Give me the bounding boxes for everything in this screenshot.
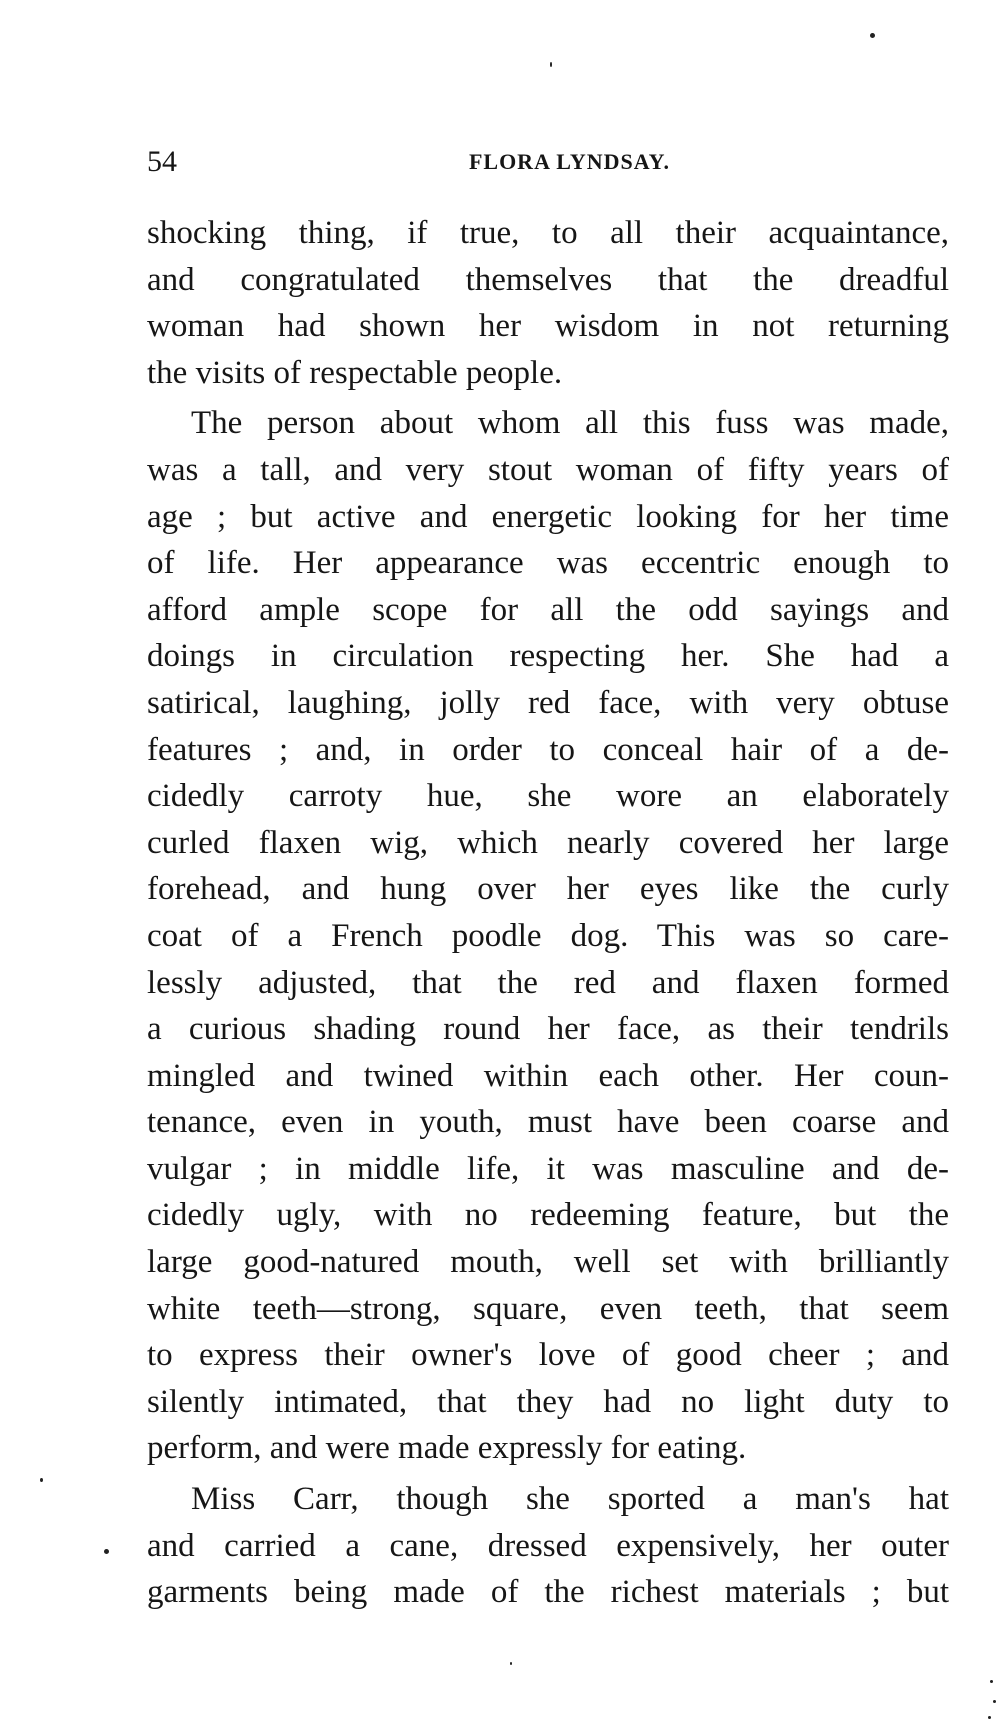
text-line: afford ample scope for all the odd sayings and [147, 591, 949, 628]
text-line: forehead, and hung over her eyes like the curly [147, 871, 949, 908]
text-line: a curious shading round her face, as their tendrils [147, 1011, 949, 1048]
text-line: lessly adjusted, that the red and flaxen formed [147, 964, 949, 1001]
scan-speck [993, 1700, 996, 1703]
page-number: 54 [147, 145, 177, 178]
scan-speck [550, 62, 552, 67]
scan-speck [988, 1716, 991, 1719]
page-header [147, 142, 962, 182]
scan-speck [104, 1549, 109, 1554]
text-line: cidedly carroty hue, she wore an elaborately [147, 778, 949, 815]
text-line: vulgar ; in middle life, it was masculine and de- [147, 1150, 949, 1187]
text-line: woman had shown her wisdom in not returning [147, 308, 949, 345]
paragraph-2 [147, 400, 949, 1472]
text-line: and carried a cane, dressed expensively, her outer [147, 1527, 949, 1564]
text-line: the visits of respectable people. [147, 354, 563, 391]
paragraph-1 [147, 210, 949, 396]
text-line: of life. Her appearance was eccentric enough to [147, 545, 949, 582]
scan-speck [870, 33, 875, 38]
scan-speck [40, 1478, 43, 1482]
text-line: curled flaxen wig, which nearly covered her large [147, 824, 949, 861]
paragraph-3 [147, 1476, 949, 1616]
text-line: perform, and were made expressly for eating. [147, 1430, 747, 1467]
text-line: The person about whom all this fuss was made, [191, 405, 949, 442]
text-line: satirical, laughing, jolly red face, with very obtuse [147, 684, 949, 721]
text-line: mingled and twined within each other. Her coun- [147, 1057, 949, 1094]
text-line: large good-natured mouth, well set with brilliantly [147, 1244, 949, 1281]
body-text [147, 210, 949, 1616]
text-line: to express their owner's love of good cheer ; and [147, 1337, 949, 1374]
text-line: and congratulated themselves that the dreadful [147, 261, 949, 298]
text-line: garments being made of the richest materials ; but [147, 1574, 949, 1611]
text-line: shocking thing, if true, to all their acquaintance, [147, 215, 949, 251]
text-line: silently intimated, that they had no light duty to [147, 1383, 949, 1420]
scan-speck [990, 1680, 993, 1683]
text-line: cidedly ugly, with no redeeming feature, but the [147, 1197, 949, 1234]
text-line: tenance, even in youth, must have been coarse and [147, 1104, 949, 1141]
running-title: FLORA LYNDSAY. [468, 149, 671, 174]
text-line: white teeth—strong, square, even teeth, that seem [147, 1290, 949, 1327]
text-line: age ; but active and energetic looking for her time [147, 498, 949, 535]
text-line: was a tall, and very stout woman of fifty years of [147, 451, 949, 488]
text-line: doings in circulation respecting her. She had a [147, 638, 949, 675]
text-line: coat of a French poodle dog. This was so care- [147, 917, 949, 954]
text-line: Miss Carr, though she sported a man's hat [191, 1481, 949, 1518]
scan-speck [510, 1662, 512, 1665]
text-line: features ; and, in order to conceal hair of a de- [147, 731, 949, 768]
